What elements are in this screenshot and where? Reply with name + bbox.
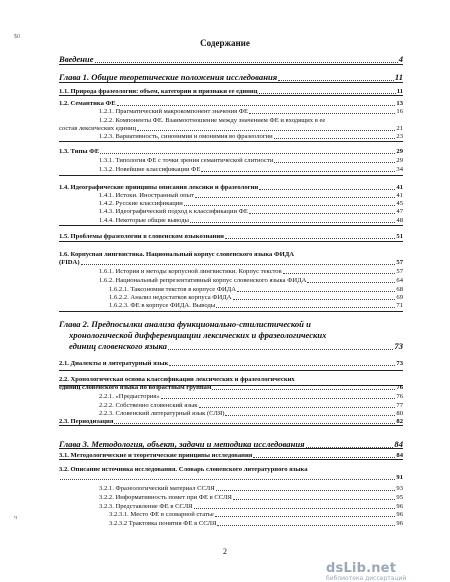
dot-leader: [195, 197, 395, 198]
toc-entry[interactable]: [99, 166, 403, 173]
toc-entry-page: 23: [396, 133, 403, 140]
toc-entry-label: 3.2.2. Информативность помет при ФЕ в ССЛЯ: [99, 494, 232, 501]
toc-entry-page: 29: [396, 157, 403, 164]
toc-entry[interactable]: [59, 466, 403, 473]
dot-leader: [274, 138, 396, 139]
dot-leader: [161, 398, 396, 399]
toc-entry-continuation: [59, 259, 403, 266]
toc-entry[interactable]: [99, 485, 403, 492]
toc-entry-label: 1.6.1. История и методы корпусной лингвистики. Корпус текстов: [99, 268, 282, 275]
toc-entry-continuation: [59, 474, 403, 481]
toc-entry-label: 1.5. Проблемы фразеологии в словенском языкознании: [59, 233, 224, 240]
section-divider: [59, 459, 403, 460]
toc-entry-page: 57: [396, 268, 403, 275]
dot-leader: [237, 291, 395, 292]
toc-entry-continuation: [59, 384, 403, 391]
dot-leader: [114, 423, 395, 424]
toc-entry-page: 73: [394, 341, 403, 351]
toc-entry[interactable]: [59, 88, 403, 95]
toc-entry-label: 2.2. Хронологическая основа классификации лексических и фразеологических: [59, 376, 295, 383]
watermark-logo: dsLib.net: [326, 561, 397, 576]
section-divider: [59, 370, 403, 371]
toc-entry[interactable]: [99, 217, 403, 224]
dot-leader: [95, 62, 398, 63]
toc-entry[interactable]: [109, 302, 403, 309]
toc-entry[interactable]: [99, 494, 403, 501]
toc-entry[interactable]: [59, 440, 403, 449]
toc-entry[interactable]: [59, 100, 403, 107]
toc-entry-label: 1.2.1. Прагматический макрокомпонент значения ФЕ: [99, 108, 249, 115]
toc-entry-page: 96: [396, 503, 403, 510]
toc-entry-page: 13: [396, 100, 403, 107]
dot-leader: [184, 205, 396, 206]
toc-entry[interactable]: [59, 184, 403, 191]
dot-leader: [307, 282, 395, 283]
toc-entry[interactable]: [99, 208, 403, 215]
toc-entry[interactable]: [109, 294, 403, 301]
toc-entry[interactable]: [99, 393, 403, 400]
toc-entry-label: 2.2.3. Словенский литературный язык (СЛЯ): [99, 410, 225, 417]
toc-entry-page: 76: [396, 384, 403, 391]
toc-entry-continuation-text: единиц словенского языка по возрастным группам: [59, 384, 212, 391]
toc-entry-continuation: [69, 331, 403, 340]
toc-entry[interactable]: [99, 200, 403, 207]
toc-entry-label: 2.2.2. Собственно словенский язык: [99, 402, 198, 409]
toc-entry[interactable]: [99, 268, 403, 275]
toc-entry[interactable]: [99, 277, 403, 284]
page-number: 2: [223, 547, 227, 556]
section-divider: [59, 64, 403, 65]
toc-entry[interactable]: [59, 320, 403, 329]
toc-entry-label: 1.4. Идеографические принципы описания лексики и фразеологии: [59, 184, 259, 191]
toc-entry-label: 1.2. Семантика ФЕ: [59, 100, 116, 107]
dot-leader: [199, 407, 396, 408]
toc-entry-label: 2.3. Периодизация: [59, 418, 114, 425]
toc-entry-page: 57: [396, 259, 403, 266]
dot-leader: [259, 93, 396, 94]
toc-entry-continuation-text: (FIDA): [59, 259, 80, 266]
toc-entry-label: Глава 3. Методология, объект, задачи и методика исследования: [59, 439, 305, 449]
toc-entry-page: 69: [396, 294, 403, 301]
toc-entry-page: 68: [396, 286, 403, 293]
toc-entry-page: 47: [396, 208, 403, 215]
toc-entry[interactable]: [59, 376, 403, 383]
toc-entry-page: 95: [396, 494, 403, 501]
toc-entry-page: 11: [394, 72, 403, 82]
toc-entry-label: 3.2.1. Фразеологический материал ССЛЯ: [99, 485, 215, 492]
toc-entry[interactable]: [59, 73, 403, 82]
dot-leader: [217, 525, 395, 526]
toc-entry-label: 3.2.3. Представление ФЕ в ССЛЯ: [99, 503, 193, 510]
toc-entry-page: 48: [396, 217, 403, 224]
toc-entry-label: 3.1. Методологические и теоретические принципы исследования: [59, 452, 253, 459]
toc-entry[interactable]: [59, 55, 403, 64]
toc-entry-page: 34: [396, 166, 403, 173]
toc-entry[interactable]: [99, 117, 403, 124]
toc-entry-page: 21: [396, 125, 403, 132]
dot-leader: [306, 447, 394, 448]
toc-entry[interactable]: [109, 511, 403, 518]
toc-entry-page: 96: [396, 511, 403, 518]
dot-leader: [249, 113, 395, 114]
toc-entry-label: 1.2.2. Компоненты ФЕ. Взаимоотношение между значением ФЕ и входящих в ее: [99, 117, 326, 124]
toc-entry[interactable]: [109, 520, 403, 527]
toc-entry-page: 45: [396, 200, 403, 207]
toc-entry-page: 76: [396, 393, 403, 400]
toc-entry-continuation-text: хронологической дифференциации лексических и фразеологических: [69, 330, 327, 340]
dot-leader: [216, 490, 396, 491]
toc-entry-label: 1.3.2. Новейшие классификации ФЕ: [99, 166, 201, 173]
margin-mark: ч: [14, 515, 18, 521]
toc-entry-page: 77: [396, 402, 403, 409]
toc-entry-page: 73: [396, 360, 403, 367]
toc-entry-label: 1.6.2.3. ФЕ в корпусе ФИДА. Выводы: [109, 302, 216, 309]
toc-entry[interactable]: [59, 452, 403, 459]
section-divider: [59, 141, 403, 142]
toc-entry-label: Глава 2. Предпосылки анализа функционально-стилистической и: [59, 319, 311, 329]
toc-entry[interactable]: [59, 233, 403, 240]
page-title: Содержание: [200, 38, 250, 48]
toc-entry-label: 1.6.2.1. Таксономия текстов в корпусе ФИДА: [109, 286, 237, 293]
dot-leader: [233, 499, 396, 500]
toc-entry-label: 1.6.2. Национальный репрезентативный корпус словенского языка ФИДА: [99, 277, 307, 284]
section-divider: [59, 311, 403, 312]
toc-entry-label: 3.2. Описание источника исследования. Словарь словенского литературного языка: [59, 466, 308, 473]
toc-entry-page: 93: [396, 485, 403, 492]
section-divider: [59, 95, 403, 96]
toc-entry-label: 1.1. Природа фразеологии: объем, категории и признаки ее единиц: [59, 88, 258, 95]
toc-entry-page: 41: [396, 192, 403, 199]
dot-leader: [201, 171, 395, 172]
dot-leader: [283, 273, 396, 274]
toc-entry-label: 1.4.4. Некоторые общие выводы: [99, 217, 189, 224]
dot-leader: [60, 479, 395, 480]
toc-entry-label: 1.2.3. Вариативность, синонимия и омонимия во фразеологии: [99, 133, 273, 140]
toc-entry-label: 1.4.3. Идеографический подход к классификации ФЕ: [99, 208, 248, 215]
dot-leader: [253, 457, 395, 458]
toc-entry[interactable]: [59, 251, 403, 258]
margin-mark: $0: [14, 34, 20, 40]
dot-leader: [259, 189, 395, 190]
toc-entry-label: 2.1. Диалекты и литературный язык: [59, 360, 169, 367]
toc-entry-label: 1.6.2.2. Анализ недостатков корпуса ФИДА: [109, 294, 232, 301]
dot-leader: [137, 130, 395, 131]
toc-entry-label: 1.3.1. Типология ФЕ с точки зрения семантической слитности: [99, 157, 274, 164]
toc-entry-page: 84: [394, 439, 403, 449]
dot-leader: [274, 162, 395, 163]
toc-entry-continuation: [69, 342, 403, 351]
toc-entry-page: 71: [396, 302, 403, 309]
toc-entry-page: 51: [396, 233, 403, 240]
dot-leader: [215, 516, 396, 517]
section-divider: [59, 241, 403, 242]
toc-entry[interactable]: [99, 157, 403, 164]
section-divider: [59, 175, 403, 176]
toc-entry-page: 82: [396, 418, 403, 425]
dot-leader: [225, 238, 395, 239]
toc-entry[interactable]: [99, 503, 403, 510]
toc-entry[interactable]: [59, 418, 403, 425]
toc-entry[interactable]: [99, 410, 403, 417]
toc-entry[interactable]: [99, 402, 403, 409]
toc-entry-label: 1.4.1. Истоки. Иностранный опыт: [99, 192, 194, 199]
dot-leader: [233, 299, 396, 300]
dot-leader: [100, 153, 395, 154]
toc-entry-page: 29: [396, 148, 403, 155]
toc-entry[interactable]: [59, 148, 403, 155]
watermark: [326, 561, 450, 582]
toc-entry[interactable]: [109, 286, 403, 293]
toc-entry-page: 91: [396, 474, 403, 481]
toc-entry-page: 4: [398, 54, 403, 64]
watermark-subtitle: библиотека диссертаций: [326, 575, 407, 582]
dot-leader: [117, 105, 396, 106]
dot-leader: [190, 222, 395, 223]
toc-entry-label: Глава 1. Общие теоретические положения исследования: [59, 72, 278, 82]
toc-entry-continuation-text: единиц словенского языка: [69, 341, 167, 351]
toc-entry-label: 1.4.2. Русские классификации: [99, 200, 183, 207]
toc-entry-label: 2.2.1. «Предыстория»: [99, 393, 160, 400]
toc-entry-label: 3.2.3.2 Трактовка понятия ФЕ в ССЛЯ: [109, 520, 217, 527]
dot-leader: [249, 213, 396, 214]
dot-leader: [216, 307, 395, 308]
toc-entry-page: 96: [396, 520, 403, 527]
toc-entry-page: 16: [396, 108, 403, 115]
dot-leader: [168, 349, 394, 350]
toc-entry-page: 11: [396, 88, 403, 95]
toc-entry[interactable]: [59, 360, 403, 367]
toc-entry-label: 1.3. Типы ФЕ: [59, 148, 100, 155]
toc-entry-page: 84: [396, 452, 403, 459]
section-divider: [59, 82, 403, 83]
dot-leader: [212, 389, 395, 390]
section-divider: [59, 225, 403, 226]
toc-entry-page: 80: [396, 410, 403, 417]
toc-entry[interactable]: [99, 192, 403, 199]
toc-entry[interactable]: [99, 133, 403, 140]
toc-entry-page: 41: [396, 184, 403, 191]
toc-entry-continuation-text: состав лексических единиц: [59, 125, 136, 132]
toc-entry-page: 64: [396, 277, 403, 284]
toc-entry-label: Введение: [59, 54, 94, 64]
toc-entry-continuation: [59, 125, 403, 132]
dot-leader: [169, 365, 395, 366]
section-divider: [59, 425, 403, 426]
dot-leader: [225, 415, 395, 416]
toc-entry-label: 3.2.3.1. Место ФЕ в словарной статье: [109, 511, 214, 518]
dot-leader: [194, 508, 396, 509]
toc-entry[interactable]: [99, 108, 403, 115]
toc-entry-label: 1.6. Корпусная лингвистика. Национальный корпус словенского языка ФИДА: [59, 251, 295, 258]
dot-leader: [278, 80, 394, 81]
dot-leader: [81, 264, 396, 265]
